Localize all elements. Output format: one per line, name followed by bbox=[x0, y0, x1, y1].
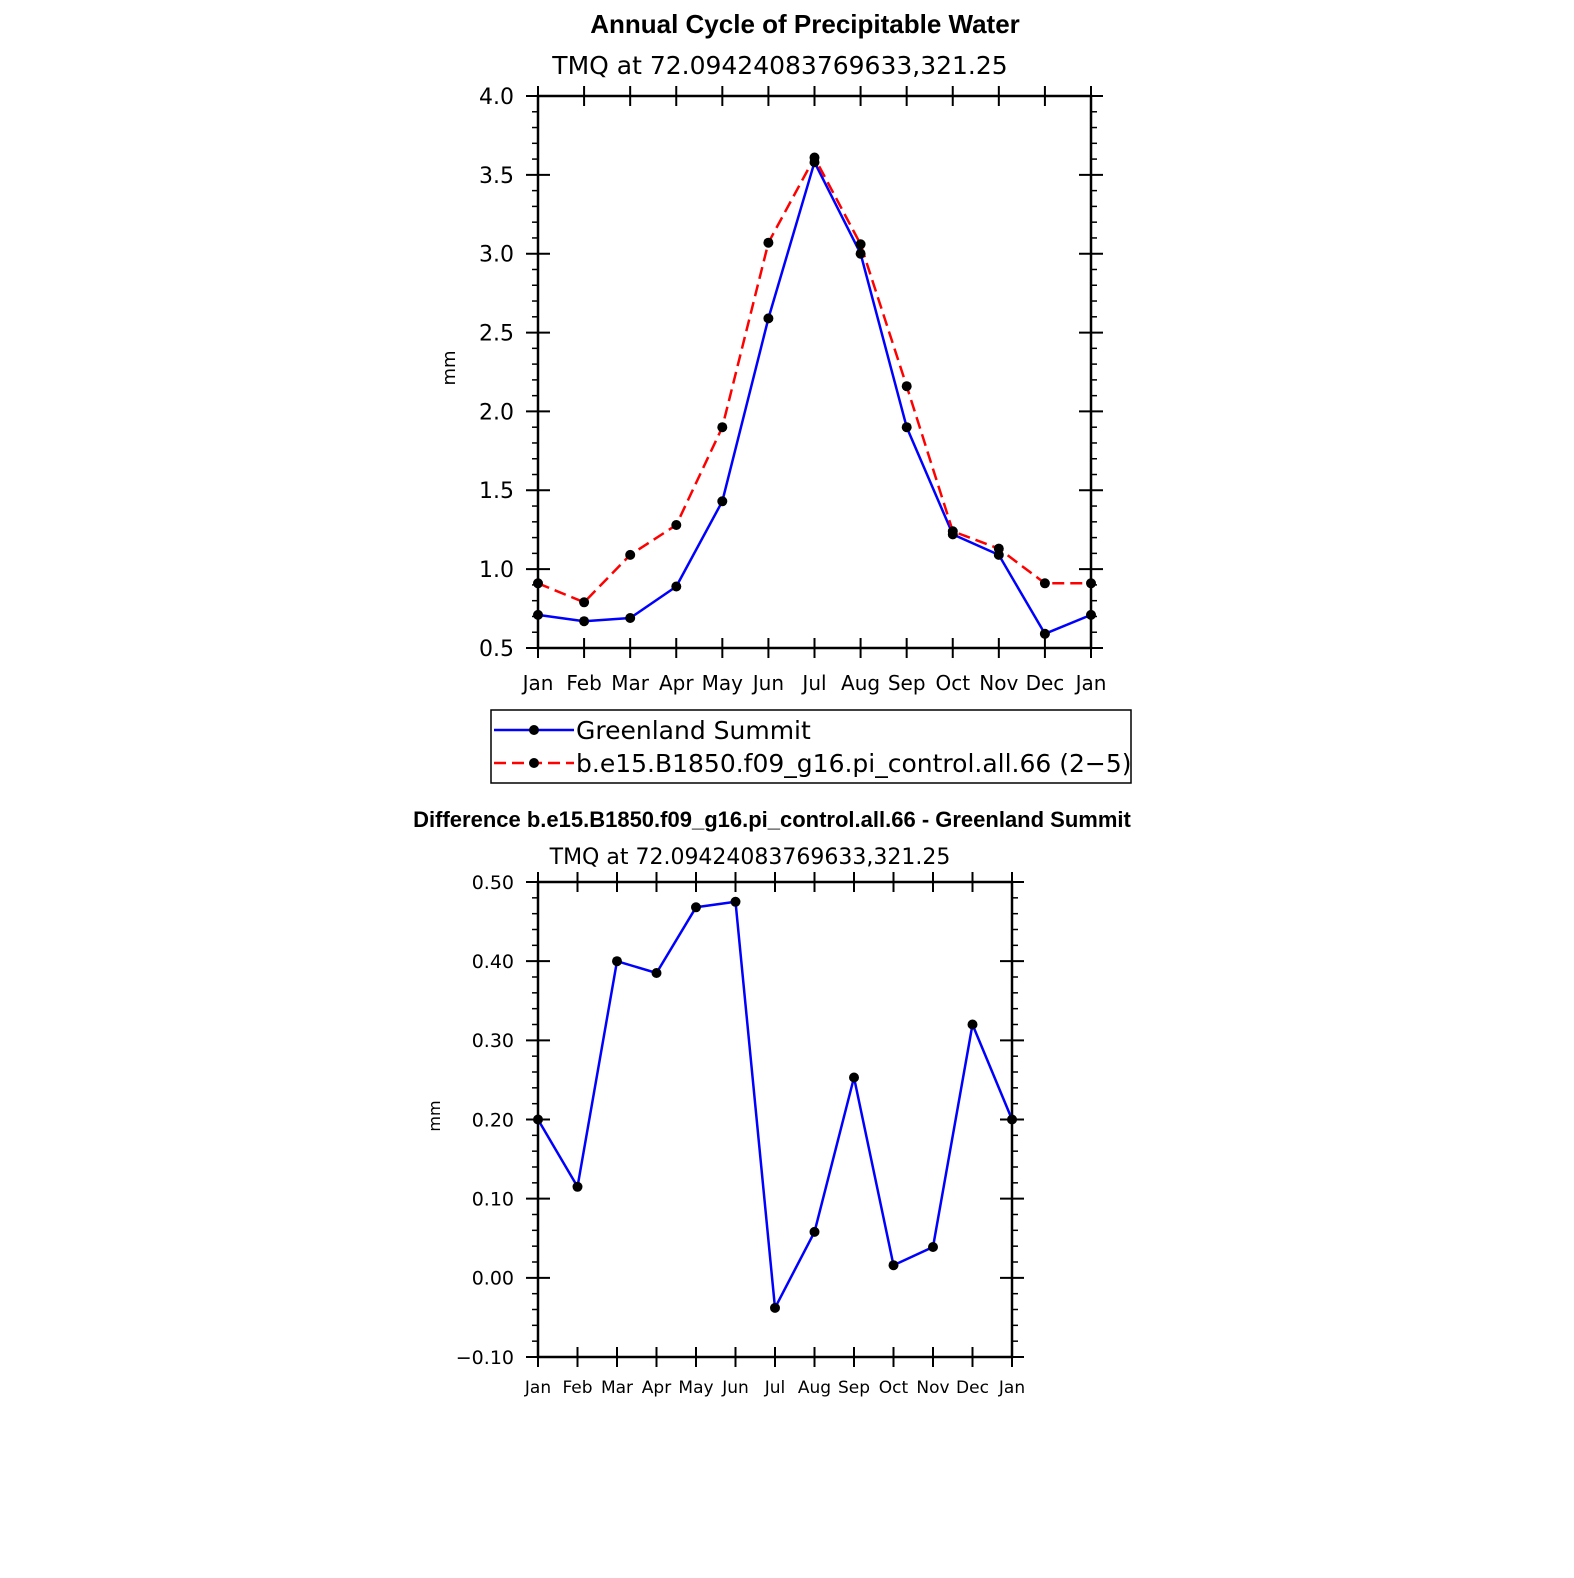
data-point-0 bbox=[533, 610, 543, 620]
data-point-1 bbox=[948, 526, 958, 536]
x-tick-label: May bbox=[701, 671, 744, 695]
series-line-0 bbox=[538, 902, 1012, 1308]
legend-marker-greenland-summit bbox=[529, 725, 539, 735]
x-tick-label: Jun bbox=[752, 671, 785, 695]
x-tick-label: Oct bbox=[878, 1378, 909, 1398]
data-point-0 bbox=[763, 313, 773, 323]
y-tick-label: 0.40 bbox=[471, 951, 514, 974]
data-point-0 bbox=[671, 582, 681, 592]
data-point-1 bbox=[902, 381, 912, 391]
x-tick-label: Nov bbox=[979, 671, 1019, 695]
series-line-0 bbox=[538, 162, 1091, 634]
y-tick-label: 0.00 bbox=[471, 1267, 514, 1290]
y-tick-label: 4.0 bbox=[479, 84, 514, 110]
data-point-1 bbox=[579, 597, 589, 607]
data-point-0 bbox=[1086, 610, 1096, 620]
data-point-1 bbox=[671, 520, 681, 530]
data-point-0 bbox=[533, 1115, 543, 1125]
y-tick-label: 3.5 bbox=[479, 163, 514, 189]
x-tick-label: Mar bbox=[611, 671, 650, 695]
chart-title: Annual Cycle of Precipitable Water bbox=[590, 9, 1020, 39]
data-point-0 bbox=[928, 1242, 938, 1252]
legend-label-greenland-summit: Greenland Summit bbox=[576, 716, 811, 745]
series-line-1 bbox=[538, 158, 1091, 603]
legend-marker-model bbox=[529, 758, 539, 768]
y-tick-label: 2.0 bbox=[479, 400, 514, 426]
x-tick-label: Jan bbox=[522, 671, 554, 695]
data-point-0 bbox=[691, 902, 701, 912]
x-tick-label: Sep bbox=[887, 671, 926, 695]
x-tick-label: Feb bbox=[566, 671, 602, 695]
data-point-1 bbox=[625, 550, 635, 560]
precipitable-water-annual-cycle-chart bbox=[439, 9, 1132, 783]
difference-chart bbox=[413, 807, 1131, 1398]
data-point-1 bbox=[1086, 578, 1096, 588]
legend-label-model: b.e15.B1850.f09_g16.pi_control.all.66 (2−5) bbox=[576, 749, 1132, 778]
x-tick-label: Apr bbox=[641, 1378, 672, 1398]
x-tick-label: Jul bbox=[764, 1378, 786, 1398]
data-point-1 bbox=[533, 578, 543, 588]
y-axis-label: mm bbox=[439, 350, 460, 386]
data-point-0 bbox=[579, 616, 589, 626]
series-layer bbox=[533, 897, 1017, 1313]
data-point-0 bbox=[573, 1182, 583, 1192]
x-tick-label: Jan bbox=[998, 1378, 1026, 1398]
data-point-0 bbox=[849, 1073, 859, 1083]
legend bbox=[491, 710, 1132, 783]
data-point-0 bbox=[856, 249, 866, 259]
data-point-0 bbox=[717, 496, 727, 506]
y-tick-label: 1.0 bbox=[479, 558, 514, 584]
x-tick-label: Dec bbox=[956, 1378, 989, 1398]
data-point-0 bbox=[731, 897, 741, 907]
data-point-1 bbox=[763, 238, 773, 248]
data-point-0 bbox=[1040, 629, 1050, 639]
y-tick-label: 2.5 bbox=[479, 321, 514, 347]
x-tick-label: Jul bbox=[802, 671, 827, 695]
y-axis-label: mm bbox=[425, 1100, 444, 1132]
plot-axes bbox=[526, 872, 1024, 1367]
x-tick-label: Aug bbox=[797, 1378, 832, 1398]
x-tick-label: May bbox=[678, 1378, 714, 1398]
data-point-0 bbox=[612, 956, 622, 966]
data-point-0 bbox=[770, 1303, 780, 1313]
x-tick-label: Feb bbox=[562, 1378, 593, 1398]
plot-frame bbox=[538, 882, 1012, 1357]
y-tick-label: 0.50 bbox=[471, 871, 514, 894]
data-point-0 bbox=[968, 1020, 978, 1030]
x-tick-label: Jun bbox=[722, 1378, 749, 1398]
data-point-1 bbox=[810, 153, 820, 163]
data-point-0 bbox=[652, 968, 662, 978]
y-tick-label: 3.0 bbox=[479, 242, 514, 268]
tick-labels bbox=[479, 85, 1106, 695]
x-tick-label: Sep bbox=[837, 1378, 871, 1398]
y-tick-label: 0.20 bbox=[471, 1109, 514, 1132]
data-point-0 bbox=[810, 1227, 820, 1237]
x-tick-label: Jan bbox=[524, 1378, 552, 1398]
data-point-0 bbox=[1007, 1115, 1017, 1125]
data-point-1 bbox=[1040, 578, 1050, 588]
data-point-1 bbox=[717, 422, 727, 432]
series-layer bbox=[533, 153, 1096, 639]
x-tick-label: Aug bbox=[841, 671, 881, 695]
data-point-1 bbox=[994, 544, 1004, 554]
x-tick-label: Oct bbox=[935, 671, 971, 695]
data-point-1 bbox=[856, 239, 866, 249]
data-point-0 bbox=[902, 422, 912, 432]
data-point-0 bbox=[625, 613, 635, 623]
data-point-0 bbox=[889, 1260, 899, 1270]
y-tick-label: 0.30 bbox=[471, 1030, 514, 1053]
x-tick-label: Nov bbox=[916, 1378, 950, 1398]
y-tick-label: 0.5 bbox=[479, 636, 514, 662]
chart-subtitle: TMQ at 72.09424083769633,321.25 bbox=[552, 51, 1008, 80]
x-tick-label: Dec bbox=[1025, 671, 1065, 695]
y-tick-label: −0.10 bbox=[455, 1346, 514, 1369]
plot-frame bbox=[538, 96, 1091, 648]
y-tick-label: 1.5 bbox=[479, 479, 514, 505]
x-tick-label: Jan bbox=[1075, 671, 1107, 695]
x-tick-label: Apr bbox=[658, 671, 694, 695]
chart-title: Difference b.e15.B1850.f09_g16.pi_control.all.66 - Greenland Summit bbox=[413, 807, 1131, 832]
y-tick-label: 0.10 bbox=[471, 1188, 514, 1211]
x-tick-label: Mar bbox=[600, 1378, 634, 1398]
chart-subtitle: TMQ at 72.09424083769633,321.25 bbox=[549, 845, 951, 870]
